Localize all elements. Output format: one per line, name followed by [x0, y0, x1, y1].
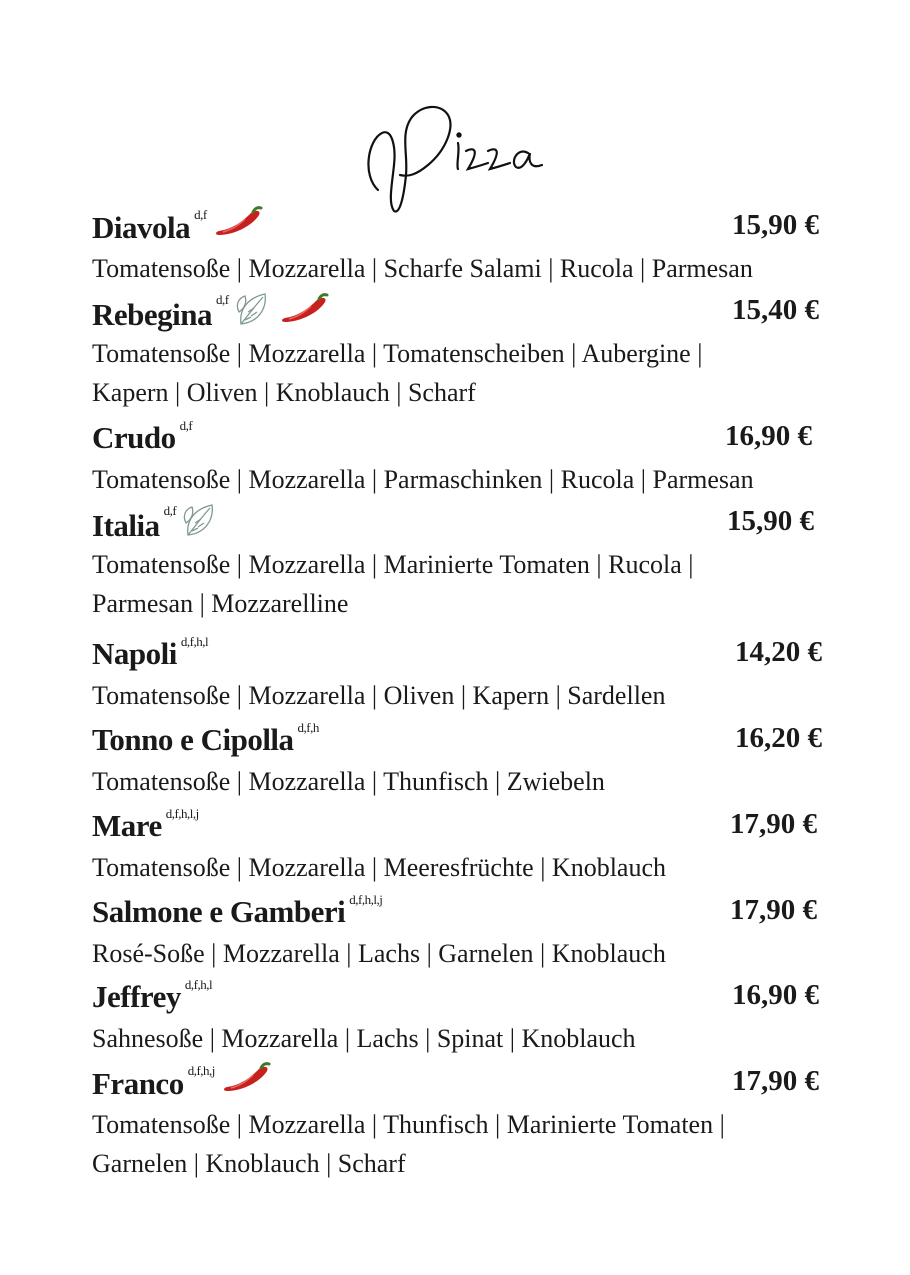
menu-item-header [92, 804, 822, 848]
menu-item [92, 804, 822, 887]
menu-item-name-text: Napoli [92, 636, 177, 671]
menu-item-price: 15,40 € [732, 294, 819, 326]
menu-item-name-text: Italia [92, 508, 160, 544]
menu-item-header [92, 718, 822, 762]
menu-item-description: Tomatensoße | Mozzarella | Meeresfrüchte | Knoblauch [92, 853, 667, 882]
menu-item-price: 14,20 € [735, 636, 822, 668]
menu-item-name-text: Jeffrey [92, 979, 181, 1014]
menu-item-name-text: Crudo [92, 420, 176, 455]
menu-item-name [92, 808, 199, 844]
menu-item-name [92, 636, 208, 672]
menu-item-name [92, 209, 263, 253]
menu-item [92, 975, 822, 1058]
leaf-icon [182, 501, 220, 541]
menu-item-price: 16,20 € [735, 722, 822, 754]
menu-item-price: 17,90 € [730, 894, 817, 926]
menu-item-description: Tomatensoße | Mozzarella | Parmaschinken | Rucola | Parmesan [92, 465, 754, 494]
menu-item [92, 632, 822, 715]
allergen-codes: d,f [179, 418, 193, 433]
menu-item-price: 16,90 € [732, 979, 819, 1011]
menu-item-description: Tomatensoße | Mozzarella | Oliven | Kapern | Sardellen [92, 681, 666, 710]
menu-item-name-text: Salmone e Gamberi [92, 894, 346, 929]
menu-item-name [92, 505, 220, 553]
menu-item-name-text: Diavola [92, 210, 191, 246]
menu-item-description: Rosé-Soße | Mozzarella | Lachs | Garnelen | Knoblauch [92, 939, 666, 968]
allergen-codes: d,f,h,j [187, 1063, 215, 1078]
menu-item-price: 17,90 € [732, 1065, 819, 1097]
menu-item-description: Tomatensoße | Mozzarella | Scharfe Salami | Rucola | Parmesan [92, 254, 753, 283]
menu-item-header [92, 890, 822, 934]
allergen-codes: d,f,h,l,j [349, 892, 383, 907]
allergen-codes: d,f,h,l [184, 977, 213, 992]
menu-item-header [92, 416, 822, 460]
menu-item [92, 890, 822, 973]
menu-item-name-text: Rebegina [92, 297, 212, 333]
menu-item-header [92, 975, 822, 1019]
menu-item-header [92, 290, 822, 334]
menu-item-price: 17,90 € [730, 808, 817, 840]
leaf-icon [235, 290, 273, 330]
menu-item-price: 16,90 € [725, 420, 812, 452]
menu-item-description: Tomatensoße | Mozzarella | Thunfisch | Marinierte Tomaten | Garnelen | Knoblauch | Scharf [92, 1110, 725, 1178]
menu-item-name [92, 894, 382, 930]
chili-icon [279, 292, 329, 328]
menu-item-description: Tomatensoße | Mozzarella | Tomatenscheiben | Aubergine | Kapern | Oliven | Knoblauch | Scharf [92, 339, 703, 407]
allergen-codes: d,f,h,l [180, 634, 209, 649]
leaf-icon [182, 501, 220, 549]
menu-item-name [92, 1065, 271, 1109]
menu-item-header [92, 632, 822, 676]
allergen-codes: d,f,h [297, 720, 319, 735]
chili-icon [213, 205, 263, 241]
chili-icon [221, 1061, 271, 1097]
chili-icon [221, 1061, 271, 1105]
menu-item-name [92, 979, 212, 1015]
pizza-script-title [360, 95, 560, 220]
menu-item-header [92, 1061, 822, 1105]
menu-item-name-text: Tonno e Cipolla [92, 722, 294, 757]
allergen-codes: d,f [216, 292, 229, 307]
menu-item-name [92, 420, 192, 456]
allergen-codes: d,f [163, 503, 177, 518]
chili-icon [213, 205, 263, 249]
menu-item-description: Tomatensoße | Mozzarella | Thunfisch | Zwiebeln [92, 767, 605, 796]
menu-item-description: Tomatensoße | Mozzarella | Marinierte Tomaten | Rucola | Parmesan | Mozzarelline [92, 550, 694, 618]
menu-item [92, 501, 822, 623]
menu-item-name [92, 294, 329, 342]
menu-item-name [92, 722, 319, 758]
menu-item [92, 1061, 822, 1183]
menu-item [92, 205, 822, 288]
menu-item [92, 416, 822, 499]
allergen-codes: d,f,h,l,j [165, 806, 199, 821]
menu-item-price: 15,90 € [727, 505, 814, 537]
menu-item-name-text: Franco [92, 1066, 184, 1102]
menu-item-header [92, 501, 822, 545]
menu-item-name-text: Mare [92, 808, 162, 843]
menu-item-price: 15,90 € [732, 209, 819, 241]
menu-item-description: Sahnesoße | Mozzarella | Lachs | Spinat | Knoblauch [92, 1024, 636, 1053]
menu-item [92, 718, 822, 801]
allergen-codes: d,f [194, 207, 207, 222]
chili-icon [279, 292, 329, 336]
leaf-icon [235, 290, 273, 338]
menu-item [92, 290, 822, 412]
menu-item-header [92, 205, 822, 249]
